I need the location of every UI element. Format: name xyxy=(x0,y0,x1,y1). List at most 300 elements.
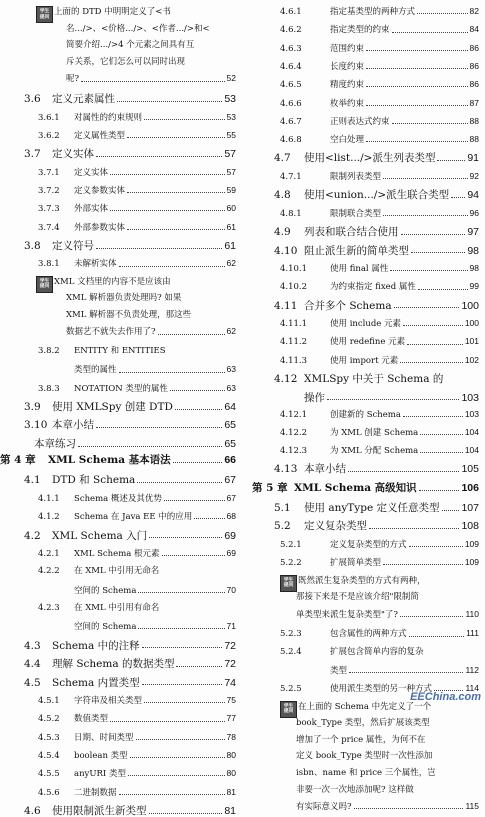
dot-leader xyxy=(137,482,222,483)
dot-leader xyxy=(418,289,468,290)
dot-leader xyxy=(409,546,463,547)
entry-title: 使用 include 元素 xyxy=(330,319,402,330)
note-line xyxy=(296,802,479,812)
note-line xyxy=(54,8,236,17)
entry-title: 定义属性类型 xyxy=(74,130,126,141)
dot-leader xyxy=(149,813,223,814)
entry-number: 4.12.1 xyxy=(280,409,308,420)
dot-leader xyxy=(162,555,225,556)
entry-number: 4.12.2 xyxy=(280,427,308,438)
note-line xyxy=(298,577,479,586)
entry-number: 5.2.2 xyxy=(280,558,302,569)
entry-number: 4.7 xyxy=(274,152,291,165)
entry-title: ENTITY 和 ENTITIES xyxy=(74,346,166,356)
page-number: 57 xyxy=(226,166,236,177)
note-line-text: isbn、name 和 price 三个属性，岂 xyxy=(296,767,436,778)
note-line xyxy=(296,593,479,602)
toc-subsection-entry[interactable] xyxy=(280,428,479,438)
note-line-text: 那接下来是不是应该介绍"限制简 xyxy=(296,592,419,603)
entry-title: XML Schema 基本语法 xyxy=(48,454,171,467)
entry-title: 定义符号 xyxy=(52,239,94,252)
toc-subsection-entry[interactable] xyxy=(38,259,236,269)
dot-leader xyxy=(173,462,223,463)
toc-subsection-entry[interactable] xyxy=(280,629,479,639)
dot-leader xyxy=(96,156,222,157)
entry-title: 为 XML 创建 Schema xyxy=(330,427,419,438)
entry-title: 二进制数据 xyxy=(74,787,117,798)
entry-title: 本章小结 xyxy=(52,419,94,432)
page-number: 109 xyxy=(464,538,479,549)
dot-leader xyxy=(390,270,467,271)
dot-leader xyxy=(327,399,459,400)
toc-section-entry[interactable] xyxy=(274,153,479,164)
badge-label-bottom: 提问 xyxy=(283,583,294,588)
toc-subsection-entry[interactable] xyxy=(38,751,236,761)
student-question-badge xyxy=(280,701,297,718)
dot-leader xyxy=(170,390,225,391)
note-line xyxy=(298,703,479,712)
toc-section-entry[interactable] xyxy=(24,531,236,542)
dot-leader xyxy=(127,192,225,193)
dot-leader xyxy=(437,160,465,161)
student-question-badge xyxy=(280,575,297,592)
entry-title: XMLSpy 中关于 Schema 的 xyxy=(304,373,444,385)
page-number: 81 xyxy=(226,786,236,797)
toc-section-entry[interactable] xyxy=(304,393,479,404)
page-number: 67 xyxy=(224,474,236,487)
note-line xyxy=(66,25,236,34)
toc-subsection-entry[interactable] xyxy=(38,168,236,178)
note-line-text: 数据艺不就失去作用了? xyxy=(66,327,156,338)
dot-leader xyxy=(142,647,223,648)
page-number: 62 xyxy=(226,326,236,337)
entry-number: 4.10.1 xyxy=(280,264,308,274)
toc-subsection-entry[interactable] xyxy=(74,365,236,375)
dot-leader xyxy=(176,666,222,667)
toc-subsection-entry[interactable] xyxy=(280,319,479,329)
entry-title: 定义复杂类型 xyxy=(304,520,367,533)
entry-title: 外部实体 xyxy=(74,204,109,215)
dot-leader xyxy=(136,739,225,740)
dot-leader xyxy=(127,137,225,138)
entry-title: 指定类型的约束 xyxy=(330,25,390,36)
entry-number: 4.6.5 xyxy=(280,80,302,91)
page-number: 106 xyxy=(461,481,479,494)
toc-section-entry[interactable] xyxy=(34,439,236,450)
page-number: 98 xyxy=(467,244,479,257)
dot-leader xyxy=(144,119,225,120)
entry-title: Schema 中的注释 xyxy=(52,639,140,652)
page-number: 62 xyxy=(226,258,236,269)
dot-leader xyxy=(78,446,222,447)
entry-number: 4.5.4 xyxy=(38,750,60,761)
note-line-text: 有实际意义吗? xyxy=(296,802,352,813)
entry-title: 为约束指定 fixed 属性 xyxy=(330,282,416,293)
entry-number: 4.4 xyxy=(24,658,41,670)
note-line xyxy=(66,41,236,50)
entry-title: 定义实体 xyxy=(52,148,94,161)
page-number: 63 xyxy=(226,364,236,375)
badge-label-bottom: 提问 xyxy=(39,284,50,290)
entry-title: 包含属性的两种方式 xyxy=(330,629,407,640)
entry-number: 4.6 xyxy=(24,804,41,817)
page-number: 107 xyxy=(461,501,479,514)
page-number: 94 xyxy=(467,189,479,202)
entry-number: 4.1.1 xyxy=(38,493,60,504)
entry-number: 4.5.1 xyxy=(38,696,60,706)
entry-number: 3.6 xyxy=(24,93,41,105)
toc-subsection-entry[interactable] xyxy=(38,696,236,706)
toc-subsection-entry[interactable] xyxy=(280,540,479,550)
entry-number: 4.2.2 xyxy=(38,566,60,577)
toc-subsection-entry[interactable] xyxy=(38,347,236,356)
entry-title: Schema 内置类型 xyxy=(52,676,140,689)
badge-label-top: 学生 xyxy=(283,703,294,709)
page-number: 87 xyxy=(469,97,479,108)
entry-number: 5.2.1 xyxy=(280,539,302,550)
entry-title: 在 XML 中引用有命名 xyxy=(74,602,160,613)
badge-label-top: 学生 xyxy=(39,279,50,285)
dot-leader xyxy=(194,518,224,519)
entry-title: Schema 概述及其优势 xyxy=(74,493,162,504)
entry-title: NOTATION 类型的属性 xyxy=(74,383,168,394)
entry-number: 3.6.1 xyxy=(38,112,60,123)
toc-chapter-entry[interactable] xyxy=(252,483,479,494)
dot-leader xyxy=(401,234,466,235)
dot-leader xyxy=(383,215,468,216)
toc-subsection-entry[interactable] xyxy=(280,282,479,292)
page-number: 78 xyxy=(226,731,236,742)
toc-section-entry[interactable] xyxy=(274,301,479,312)
note-line xyxy=(66,74,236,84)
toc-subsection-entry[interactable] xyxy=(280,356,479,366)
note-line xyxy=(66,311,236,320)
entry-title: 未解析实体 xyxy=(74,259,117,270)
toc-section-entry[interactable] xyxy=(24,806,236,817)
entry-title: 类型的属性 xyxy=(74,365,117,376)
entry-number: 4.7.1 xyxy=(280,171,302,182)
note-line xyxy=(66,327,236,337)
entry-title: 创建新的 Schema xyxy=(330,409,401,420)
toc-subsection-entry[interactable] xyxy=(38,384,236,394)
page-number: 53 xyxy=(224,93,236,105)
toc-subsection-entry[interactable] xyxy=(280,446,479,456)
toc-subsection-entry[interactable] xyxy=(38,549,236,559)
entry-title: 使用 redefine 元素 xyxy=(330,337,406,348)
dot-leader xyxy=(128,775,225,776)
entry-number: 4.6.1 xyxy=(280,7,302,17)
entry-number: 3.9 xyxy=(24,400,41,413)
page-number: 69 xyxy=(226,548,236,558)
toc-section-entry[interactable] xyxy=(24,149,236,160)
page-number: 74 xyxy=(224,676,236,689)
toc-subsection-entry[interactable] xyxy=(280,172,479,182)
dot-leader xyxy=(158,334,225,335)
page-number: 80 xyxy=(226,749,236,760)
dot-leader xyxy=(164,500,225,501)
toc-subsection-entry[interactable] xyxy=(38,769,236,779)
toc-section-entry[interactable] xyxy=(24,641,236,652)
entry-number: 3.10 xyxy=(24,419,48,432)
toc-subsection-entry[interactable] xyxy=(280,135,479,145)
entry-number: 4.8.1 xyxy=(280,208,302,219)
page-number: 105 xyxy=(461,463,479,476)
entry-title: 空间的 Schema xyxy=(74,622,137,633)
entry-number: 3.7.1 xyxy=(38,167,60,178)
page-number: 100 xyxy=(464,318,479,329)
entry-title: 数值类型 xyxy=(74,714,109,725)
page-number: 92 xyxy=(469,170,479,181)
toc-section-entry[interactable] xyxy=(24,659,236,670)
dot-leader xyxy=(110,210,225,211)
entry-title: boolean 类型 xyxy=(74,750,128,761)
entry-number: 3.8 xyxy=(24,239,41,252)
entry-title: 扩展简单类型 xyxy=(330,558,382,569)
entry-title: 使用 anyType 定义任意类型 xyxy=(304,501,440,514)
toc-subsection-entry[interactable] xyxy=(38,604,236,613)
dot-leader xyxy=(394,307,460,308)
page-number: 84 xyxy=(469,24,479,35)
entry-number: 5.2.4 xyxy=(280,646,302,657)
entry-number: 3.6.2 xyxy=(38,130,60,141)
page-number: 81 xyxy=(224,804,236,817)
page-number: 103 xyxy=(461,391,479,404)
note-line-text: 单类型来派生复杂类型"了? xyxy=(296,609,398,620)
toc-subsection-entry[interactable] xyxy=(280,80,479,90)
toc-section-entry[interactable] xyxy=(24,475,236,486)
toc-section-entry[interactable] xyxy=(274,227,479,238)
toc-section-entry[interactable] xyxy=(274,246,479,257)
dot-leader xyxy=(117,101,222,102)
note-line-text: 增加了一个 price 属性，为何不在 xyxy=(296,734,426,745)
entry-number: 4.12 xyxy=(274,373,298,385)
toc-subsection-entry[interactable] xyxy=(280,337,479,347)
watermark: EEChina.com xyxy=(410,691,481,703)
page-number: 65 xyxy=(224,419,236,432)
entry-number: 4.10 xyxy=(274,244,298,257)
note-line xyxy=(296,752,479,761)
dot-leader xyxy=(138,592,224,593)
page-number: 57 xyxy=(224,148,236,161)
dot-leader xyxy=(119,266,225,267)
entry-title: 本章小结 xyxy=(304,463,346,476)
page-number: 102 xyxy=(464,354,479,365)
entry-title: anyURI 类型 xyxy=(74,769,126,780)
page-number: 115 xyxy=(465,801,479,812)
entry-number: 3.7 xyxy=(24,148,41,161)
entry-number: 4.5.3 xyxy=(38,732,60,743)
entry-title: XML Schema 根元素 xyxy=(74,549,160,559)
toc-subsection-entry[interactable] xyxy=(38,733,236,743)
toc-subsection-entry[interactable] xyxy=(38,494,236,504)
toc-section-entry[interactable] xyxy=(274,521,479,532)
entry-number: 4.2.1 xyxy=(38,549,60,559)
toc-subsection-entry[interactable] xyxy=(74,622,236,632)
toc-subsection-entry[interactable] xyxy=(280,209,479,219)
note-line-text: XML 解析器负责处理吗? 如果 xyxy=(66,293,182,304)
page-number: 97 xyxy=(467,226,479,238)
dot-leader xyxy=(119,794,225,795)
toc-section-entry[interactable] xyxy=(24,420,236,431)
toc-section-entry[interactable] xyxy=(24,678,236,689)
toc-subsection-entry[interactable] xyxy=(280,264,479,274)
entry-number: 5.2.3 xyxy=(280,629,302,640)
dot-leader xyxy=(142,684,223,685)
toc-subsection-entry[interactable] xyxy=(38,714,236,724)
entry-number: 3.8.2 xyxy=(38,346,60,356)
entry-title: 理解 Schema 的数据类型 xyxy=(52,658,175,670)
toc-subsection-entry[interactable] xyxy=(38,223,236,233)
entry-title: 本章练习 xyxy=(34,437,76,450)
dot-leader xyxy=(348,471,459,472)
toc-subsection-entry[interactable] xyxy=(38,512,236,522)
entry-number: 4.11.3 xyxy=(280,355,308,366)
note-line-text: 斥关系，它们怎么可以同时出现 xyxy=(66,56,186,67)
toc-section-entry[interactable] xyxy=(274,464,479,475)
dot-leader xyxy=(420,452,463,453)
entry-number: 4.11.1 xyxy=(280,319,308,330)
entry-title: 空白处理 xyxy=(330,135,365,146)
dot-leader xyxy=(96,248,222,249)
page-number: 82 xyxy=(469,6,479,16)
entry-title: 字符串及相关类型 xyxy=(74,696,143,706)
page-number: 104 xyxy=(464,445,479,456)
dot-leader xyxy=(149,537,222,538)
toc-subsection-entry[interactable] xyxy=(38,131,236,141)
dot-leader xyxy=(110,174,225,175)
entry-title: 对属性的约束规则 xyxy=(74,112,143,123)
toc-section-entry[interactable] xyxy=(274,374,479,385)
toc-section-entry[interactable] xyxy=(24,402,236,413)
student-question-badge xyxy=(36,276,53,293)
entry-number: 4.2 xyxy=(24,529,41,542)
dot-leader xyxy=(127,229,225,230)
page-number: 91 xyxy=(467,152,479,165)
note-line-text: 在上面的 Schema 中先定义了一个 xyxy=(298,701,432,712)
toc-subsection-entry[interactable] xyxy=(38,567,236,576)
entry-number: 第 5 章 xyxy=(252,481,288,494)
dot-leader xyxy=(411,252,465,253)
toc-subsection-entry[interactable] xyxy=(280,410,479,420)
toc-subsection-entry[interactable] xyxy=(38,788,236,798)
entry-number: 4.5.5 xyxy=(38,769,60,780)
dot-leader xyxy=(366,86,468,87)
note-line-text: book_Type 类型，然后扩展该类型 xyxy=(296,718,430,729)
note-line xyxy=(54,278,236,287)
page-number: 86 xyxy=(469,79,479,90)
page-number: 61 xyxy=(226,221,236,232)
toc-subsection-entry[interactable] xyxy=(280,44,479,54)
note-line-text: 定义 book_Type 类型时一次性添加 xyxy=(296,751,433,762)
entry-number: 4.11 xyxy=(274,299,298,312)
entry-title: 在 XML 中引用无命名 xyxy=(74,566,160,577)
toc-subsection-entry[interactable] xyxy=(280,648,479,657)
entry-number: 4.5.2 xyxy=(38,714,60,725)
entry-title: 正则表达式约束 xyxy=(330,116,390,127)
entry-number: 4.12.3 xyxy=(280,446,308,457)
note-line-text: 非要一次一次地添加呢? 这样做 xyxy=(296,784,414,795)
note-line xyxy=(296,719,479,728)
page-number: 80 xyxy=(226,768,236,779)
toc-subsection-entry[interactable] xyxy=(280,62,479,72)
toc-subsection-entry[interactable] xyxy=(280,558,479,568)
page-number: 72 xyxy=(224,658,236,670)
entry-number: 4.10.2 xyxy=(280,282,308,293)
entry-title: 精度约束 xyxy=(330,80,365,91)
toc-chapter-entry[interactable] xyxy=(0,455,236,466)
toc-section-entry[interactable] xyxy=(24,94,236,105)
entry-title: 使用 final 属性 xyxy=(330,264,389,274)
page-number: 55 xyxy=(226,129,236,140)
entry-number: 4.6.8 xyxy=(280,135,302,146)
toc-subsection-entry[interactable] xyxy=(330,666,479,676)
note-line xyxy=(296,610,479,620)
entry-title: 类型 xyxy=(330,665,348,676)
toc-subsection-entry[interactable] xyxy=(38,204,236,214)
entry-number: 3.8.1 xyxy=(38,259,60,270)
page-number: 96 xyxy=(469,207,479,218)
page-number: 77 xyxy=(226,713,236,724)
dot-leader xyxy=(403,416,463,417)
toc-section-entry[interactable] xyxy=(274,190,479,201)
entry-number: 5.1 xyxy=(274,501,291,514)
toc-section-entry[interactable] xyxy=(274,503,479,514)
entry-title: XML Schema 入门 xyxy=(52,529,148,542)
toc-section-entry[interactable] xyxy=(24,241,236,252)
page-number: 52 xyxy=(226,73,236,84)
page-number: 72 xyxy=(224,639,236,652)
dot-leader xyxy=(392,32,468,33)
page-number: 111 xyxy=(466,628,479,639)
toc-subsection-entry[interactable] xyxy=(280,7,479,17)
entry-title: 使用派生类型的另一种方式 xyxy=(330,684,433,695)
note-line-text: XML 解析器不负责处理，那这些 xyxy=(66,309,192,320)
entry-title: 使用 import 元素 xyxy=(330,355,399,366)
entry-title: 指定基类型的两种方式 xyxy=(330,7,416,17)
entry-title: 长度约束 xyxy=(330,61,365,72)
entry-number: 4.3 xyxy=(24,639,41,652)
dot-leader xyxy=(400,616,463,617)
page-number: 71 xyxy=(226,621,236,632)
entry-title: 枚举约束 xyxy=(330,98,365,109)
entry-number: 3.8.3 xyxy=(38,383,60,394)
page-number: 103 xyxy=(464,408,479,419)
note-line xyxy=(66,58,236,67)
dot-leader xyxy=(349,672,463,673)
toc-subsection-entry[interactable] xyxy=(38,186,236,196)
toc-subsection-entry[interactable] xyxy=(280,117,479,127)
toc-subsection-entry[interactable] xyxy=(38,113,236,123)
note-line xyxy=(296,786,479,795)
toc-left-column xyxy=(0,0,242,817)
entry-number: 3.7.3 xyxy=(38,204,60,215)
page-number: 61 xyxy=(224,239,236,252)
dot-leader xyxy=(366,141,468,142)
page-number: 88 xyxy=(469,134,479,145)
page-number: 86 xyxy=(469,60,479,71)
toc-subsection-entry[interactable] xyxy=(74,586,236,596)
toc-subsection-entry[interactable] xyxy=(280,25,479,35)
note-line-text: 名.../>、<价格.../>、<作者.../>和< xyxy=(66,23,210,34)
page-number: 110 xyxy=(465,608,479,619)
page-number: 66 xyxy=(224,454,236,467)
entry-title: 空间的 Schema xyxy=(74,585,137,596)
dot-leader xyxy=(409,636,465,637)
entry-title: DTD 和 Schema xyxy=(52,474,136,487)
entry-number: 4.6.3 xyxy=(280,43,302,54)
toc-subsection-entry[interactable] xyxy=(280,99,479,109)
page-number: 101 xyxy=(464,336,479,347)
